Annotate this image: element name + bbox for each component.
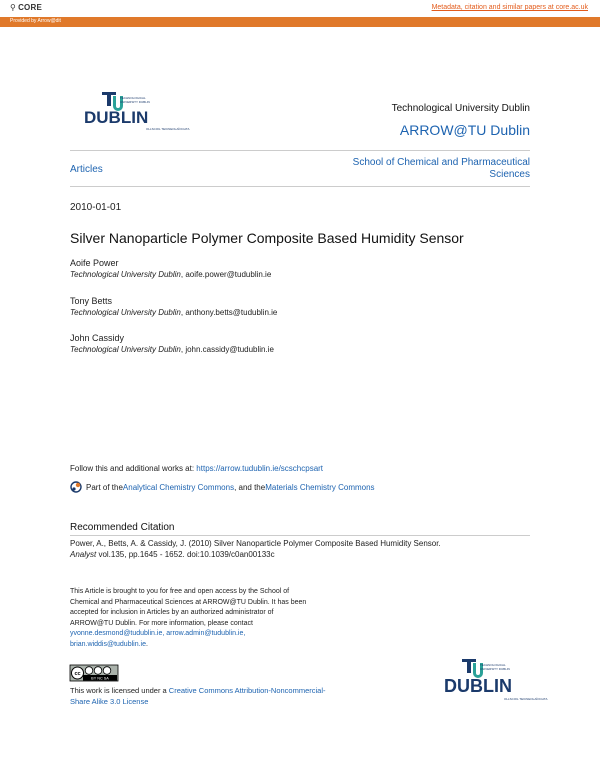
author-block [70, 258, 271, 279]
svg-text:OLLSCOIL TEICNEOLAÍOCHTA: OLLSCOIL TEICNEOLAÍOCHTA [146, 127, 190, 131]
svg-text:UNIVERSITY DUBLIN: UNIVERSITY DUBLIN [480, 667, 510, 671]
author-affiliation: Technological University Dublin, aoife.power@tudublin.ie [70, 270, 272, 279]
provided-by-text: Provided by Arrow@dit [10, 18, 61, 24]
cc-license-link[interactable]: Creative Commons Attribution-Noncommercial-Share Alike 3.0 License [70, 686, 326, 706]
author-block [70, 296, 277, 317]
author-name: Aoife Power [70, 258, 119, 268]
network-commons-icon [70, 481, 82, 493]
core-metadata-link[interactable]: Metadata, citation and similar papers at core.ac.uk [431, 4, 588, 11]
cc-badge-label: BY NC SA [91, 676, 109, 681]
recommended-citation-heading: Recommended Citation [70, 522, 175, 533]
publication-date: 2010-01-01 [70, 202, 122, 213]
provided-by-bar [0, 17, 600, 27]
paper-title: Silver Nanoparticle Polymer Composite Based Humidity Sensor [70, 230, 464, 246]
university-name: Technological University Dublin [391, 103, 530, 114]
author-affiliation: Technological University Dublin, john.cassidy@tudublin.ie [70, 345, 274, 354]
core-bar [0, 0, 600, 17]
author-affiliation: Technological University Dublin, anthony.betts@tudublin.ie [70, 308, 278, 317]
open-access-statement: This Article is brought to you for free and open access by the School of Chemical and Pharmaceutical Sciences at ARROW@TU Dublin. It has been accepted for inclusion in Articles by an authorized administrator of ARROW@TU Dublin. For more information, please contact yvonne.desmond@tudublin.ie, arrow.admin@tudublin.ie, brian.widdis@tudublin.ie. [70, 588, 307, 648]
author-name: John Cassidy [70, 333, 125, 343]
svg-text:OLLSCOIL TEICNEOLAÍOCHTA: OLLSCOIL TEICNEOLAÍOCHTA [504, 697, 548, 701]
core-icon: ⚲ [10, 3, 17, 12]
creative-commons-badge[interactable] [70, 665, 118, 681]
analytical-chemistry-commons-link[interactable]: Analytical Chemistry Commons [122, 482, 235, 492]
part-of-line: Part of the Analytical Chemistry Commons , and the Materials Chemistry Commons [70, 481, 375, 493]
svg-text:UNIVERSITY DUBLIN: UNIVERSITY DUBLIN [120, 100, 150, 104]
tu-dublin-logo-bottom [444, 657, 548, 705]
author-block [70, 333, 274, 354]
citation-divider [70, 535, 530, 536]
repository-name[interactable]: ARROW@TU Dublin [399, 122, 530, 138]
svg-text:TECHNOLOGICAL: TECHNOLOGICAL [480, 663, 506, 667]
citation-text: Power, A., Betts, A. & Cassidy, J. (2010) Silver Nanoparticle Polymer Composite Based Humidity Sensor. Analyst vol.135, pp.1645 - 1652. doi:10.1039/c0an00133c [70, 539, 441, 559]
divider-bottom [70, 186, 530, 187]
divider-top [70, 150, 530, 151]
follow-line: Follow this and additional works at: https://arrow.tudublin.ie/scschcpsart [70, 464, 324, 473]
school-link[interactable]: School of Chemical and Pharmaceutical Sciences [352, 157, 530, 180]
logo-wordmark: DUBLIN [84, 108, 149, 127]
follow-url-link[interactable]: https://arrow.tudublin.ie/scschcpsart [196, 464, 324, 473]
materials-chemistry-commons-link[interactable]: Materials Chemistry Commons [265, 482, 375, 492]
core-logo[interactable]: ⚲ CORE [10, 3, 42, 12]
logo-wordmark-bottom: DUBLIN [444, 676, 512, 696]
license-text: This work is licensed under a Creative Commons Attribution-Noncommercial-Share Alike 3.0 License [70, 686, 326, 706]
collection-articles-link[interactable]: Articles [70, 164, 103, 175]
author-name: Tony Betts [70, 296, 113, 306]
svg-text:TECHNOLOGICAL: TECHNOLOGICAL [120, 96, 146, 100]
svg-text:cc: cc [74, 671, 81, 677]
tu-dublin-logo [84, 90, 190, 136]
contact-emails-link[interactable]: yvonne.desmond@tudublin.ie, arrow.admin@tudublin.ie, brian.widdis@tudublin.ie [70, 630, 246, 648]
